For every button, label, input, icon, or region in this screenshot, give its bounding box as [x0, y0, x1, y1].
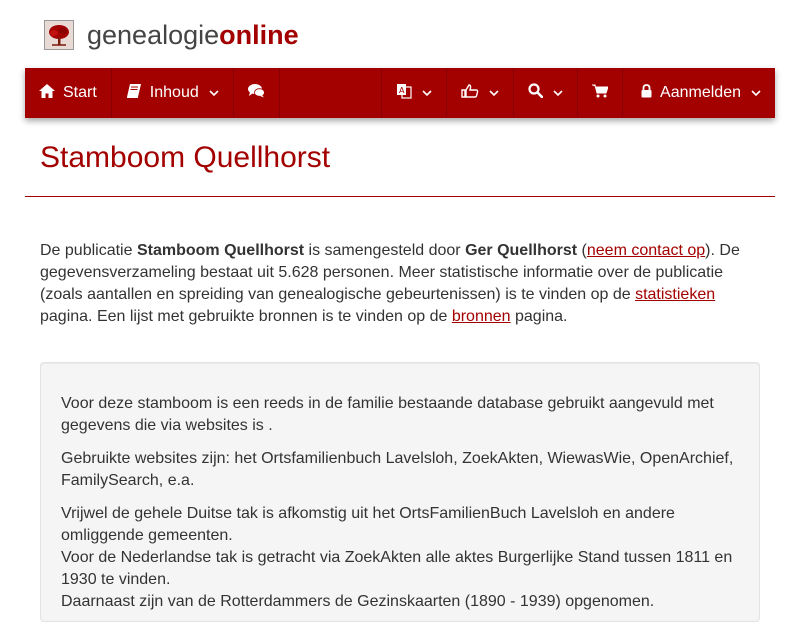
chevron-down-icon [751, 90, 761, 97]
publication-name: Stamboom Quellhorst [136, 242, 305, 259]
description-paragraph: Daarnaast zijn van de Rotterdammers de Gezinskaarten (1890 - 1939) opgenomen. [61, 593, 655, 610]
intro-text: is samengesteld door [304, 242, 466, 259]
home-icon [39, 84, 55, 103]
site-brand[interactable] [44, 18, 299, 52]
nav-spacer [280, 68, 382, 118]
main-navbar [25, 68, 775, 118]
title-divider [25, 196, 775, 197]
nav-share[interactable] [447, 68, 514, 118]
book-icon [126, 84, 142, 103]
intro-text: pagina. Een lijst met gebruikte bronnen is te vinden op de [40, 308, 452, 325]
description-paragraph: Voor deze stamboom is een reeds in de familie bestaande database gebruikt aangevuld met gegevens die via websites is . [61, 395, 714, 434]
nav-language[interactable] [382, 68, 447, 118]
thumbs-up-icon [461, 84, 479, 103]
chevron-down-icon [489, 90, 499, 97]
tree-logo-icon [44, 20, 74, 50]
lock-icon [641, 84, 652, 103]
nav-cart[interactable] [578, 68, 623, 118]
nav-forum[interactable] [234, 68, 280, 118]
search-icon [528, 83, 543, 103]
nav-inhoud-label: Inhoud [149, 84, 199, 101]
contact-link[interactable]: neem contact op [586, 242, 706, 259]
intro-text: ( [577, 242, 587, 259]
cart-icon [592, 84, 608, 103]
comments-icon [248, 84, 265, 103]
description-paragraph: Voor de Nederlandse tak is getracht via ZoekAkten alle aktes Burgerlijke Stand tussen 1811 en 1930 te vinden. [61, 549, 733, 588]
language-icon [396, 83, 412, 104]
description-paragraph: Gebruikte websites zijn: het Ortsfamilienbuch Lavelsloh, ZoekAkten, WiewasWie, OpenArchief, FamilySearch, e.a. [61, 450, 734, 489]
author-name: Ger Quellhorst [465, 242, 578, 259]
description-panel [40, 362, 760, 622]
svg-text:A: A [399, 85, 405, 95]
page-title: Stamboom Quellhorst [40, 141, 331, 174]
statistics-link[interactable]: statistieken [635, 286, 716, 303]
nav-start-label: Start [63, 84, 97, 101]
sources-link[interactable]: bronnen [451, 308, 511, 325]
brand-part-2: online [219, 20, 299, 50]
intro-text: ). De gegevensverzameling bestaat uit 5.628 personen. Meer statistische informatie over de publicatie (zoals aantallen en spreiding van genealogische gebeurtenissen) is te vinden op de [40, 242, 740, 303]
description-paragraph: Vrijwel de gehele Duitse tak is afkomstig uit het OrtsFamilienBuch Lavelsloh en andere omliggende gemeenten. [61, 505, 675, 544]
nav-inhoud[interactable] [112, 68, 234, 118]
nav-aanmelden[interactable] [623, 68, 775, 118]
brand-part-1: genealogie [87, 20, 220, 50]
nav-aanmelden-label: Aanmelden [660, 84, 741, 101]
intro-text: pagina. [510, 308, 568, 325]
chevron-down-icon [422, 90, 432, 97]
publication-intro [40, 240, 760, 328]
chevron-down-icon [553, 90, 563, 97]
nav-search[interactable] [514, 68, 578, 118]
brand-name [87, 18, 299, 52]
nav-start[interactable] [25, 68, 112, 118]
intro-text: De publicatie [40, 242, 137, 259]
chevron-down-icon [209, 90, 219, 97]
